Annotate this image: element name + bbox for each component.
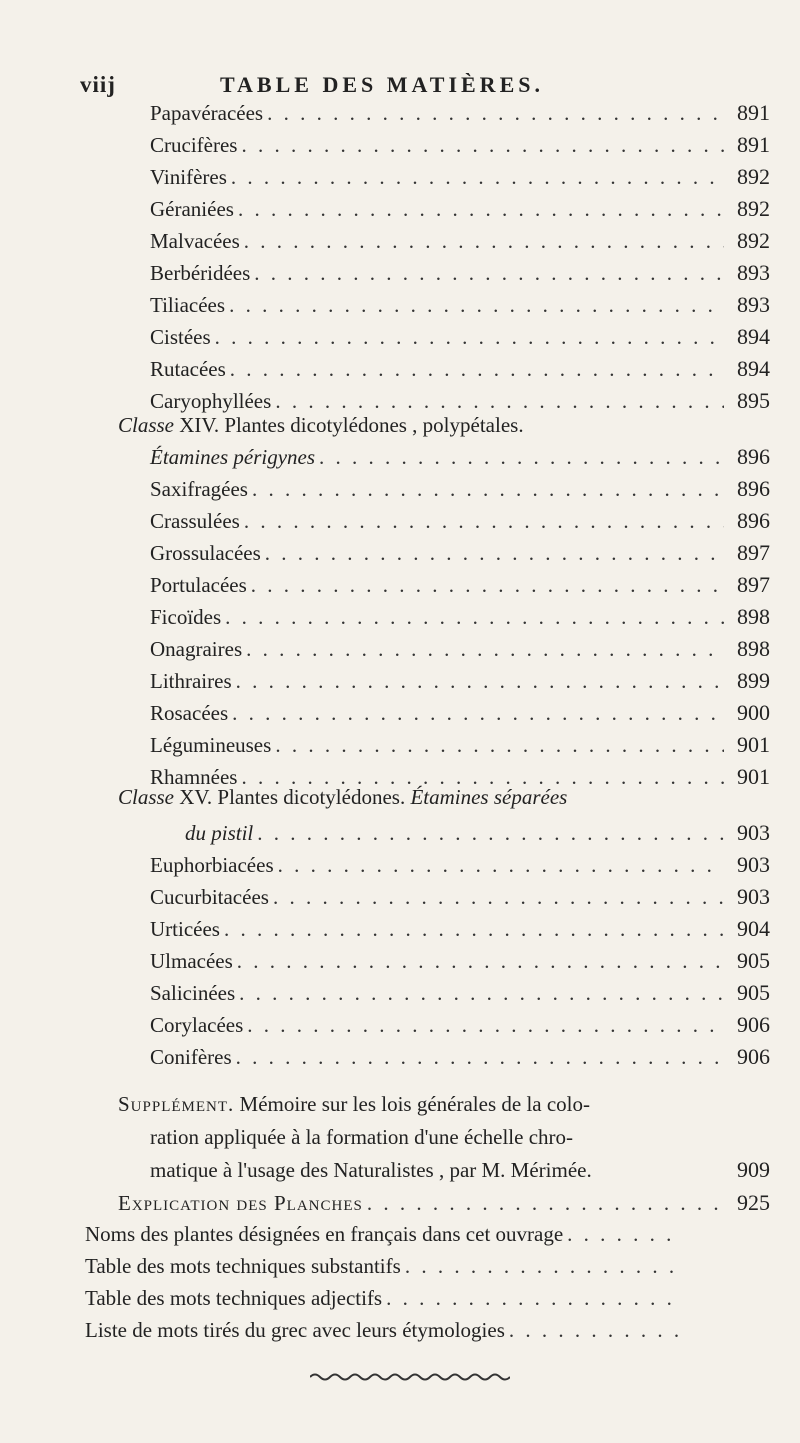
entry-label: Urticées [150, 917, 220, 941]
supplement-text-1: Mémoire sur les lois générales de la colo- [239, 1092, 590, 1116]
appendix-entry [85, 1254, 730, 1286]
entry-page: 898 [737, 604, 770, 629]
supplement-line-3 [150, 1157, 770, 1189]
entry-label: Noms des plantes désignées en français dans cet ouvrage [85, 1222, 564, 1246]
entry-label: Onagraires [150, 637, 243, 661]
class-14-sub-page: 896 [737, 444, 770, 469]
running-title: TABLE DES MATIÈRES. [220, 72, 544, 97]
supplement-line-1 [118, 1092, 590, 1117]
toc-entry [150, 540, 770, 572]
class-15-italic: Étamines séparées [410, 785, 568, 809]
entry-label: Cistées [150, 325, 211, 349]
entry-label: Vinifères [150, 165, 227, 189]
entry-label: Corylacées [150, 1013, 244, 1037]
toc-entry [150, 508, 770, 540]
appendix-entry [85, 1222, 730, 1254]
toc-entry [150, 164, 770, 196]
toc-entry [150, 1044, 770, 1076]
entry-label: Berbéridées [150, 261, 251, 285]
entry-label: Papavéracées [150, 101, 264, 125]
entry-label: Rosacées [150, 701, 229, 725]
entry-page: 905 [737, 948, 770, 973]
entry-label: Ficoïdes [150, 605, 222, 629]
toc-entry [150, 852, 770, 884]
toc-entry [150, 604, 770, 636]
toc-entry [150, 668, 770, 700]
entry-page: 894 [737, 324, 770, 349]
supplement-page: 909 [737, 1157, 770, 1182]
toc-entry [150, 260, 770, 292]
entry-page: 901 [737, 764, 770, 789]
entry-label: Rhamnées [150, 765, 238, 789]
explication-entry [118, 1190, 770, 1222]
entry-label: Table des mots techniques adjectifs [85, 1286, 383, 1310]
entry-label: Conifères [150, 1045, 232, 1069]
toc-entry [150, 292, 770, 324]
toc-entry [150, 100, 770, 132]
toc-entry [150, 764, 770, 796]
entry-page: 891 [737, 100, 770, 125]
class-15-prefix: Classe [118, 785, 175, 809]
appendix-entry [85, 1286, 730, 1318]
entry-page: 896 [737, 508, 770, 533]
entry-label: Cucurbitacées [150, 885, 269, 909]
entry-page: 896 [737, 476, 770, 501]
class-15-sub-label: du pistil [185, 821, 254, 845]
class-14-title: XIV. Plantes dicotylédones , polypétales. [179, 413, 524, 437]
toc-entry [150, 132, 770, 164]
entry-label: Géraniées [150, 197, 234, 221]
entry-page: 901 [737, 732, 770, 757]
entry-page: 897 [737, 540, 770, 565]
entry-page: 900 [737, 700, 770, 725]
entry-page: 904 [737, 916, 770, 941]
page-header [80, 72, 760, 102]
entry-label: Tiliacées [150, 293, 226, 317]
folio: viij [80, 72, 116, 97]
toc-entry [150, 884, 770, 916]
entry-page: 906 [737, 1012, 770, 1037]
class-15-sub-page: 903 [737, 820, 770, 845]
toc-entry [150, 476, 770, 508]
entry-page: 898 [737, 636, 770, 661]
toc-entry [150, 324, 770, 356]
entry-label: Table des mots techniques substantifs [85, 1254, 401, 1278]
appendix-entry [85, 1318, 730, 1350]
toc-entry [150, 916, 770, 948]
toc-entry [150, 572, 770, 604]
class-15-title: XV. Plantes dicotylédones. [179, 785, 406, 809]
entry-label: Portulacées [150, 573, 247, 597]
entry-label: Euphorbiacées [150, 853, 274, 877]
entry-label: Lithraires [150, 669, 232, 693]
entry-page: 892 [737, 164, 770, 189]
entry-label: Ulmacées [150, 949, 233, 973]
class-14-sub-label: Étamines périgynes [150, 445, 316, 469]
entry-page: 906 [737, 1044, 770, 1069]
entry-page: 894 [737, 356, 770, 381]
toc-entry [150, 388, 770, 420]
entry-page: 892 [737, 196, 770, 221]
entry-page: 893 [737, 292, 770, 317]
entry-page: 903 [737, 852, 770, 877]
toc-entry [150, 1012, 770, 1044]
toc-entry [150, 636, 770, 668]
entry-page: 893 [737, 260, 770, 285]
toc-entry [150, 356, 770, 388]
tailpiece-ornament [310, 1372, 510, 1382]
entry-page: 897 [737, 572, 770, 597]
entry-label: Crucifères [150, 133, 238, 157]
toc-entry [150, 948, 770, 980]
supplement-line-2: ration appliquée à la formation d'une échelle chro- [150, 1125, 574, 1149]
entry-label: Crassulées [150, 509, 240, 533]
entry-label: Grossulacées [150, 541, 261, 565]
class-14-prefix: Classe [118, 413, 175, 437]
entry-label: Malvacées [150, 229, 240, 253]
class-15-subheading [185, 820, 770, 852]
explication-label: Explication des Planches [118, 1191, 363, 1215]
entry-label: Rutacées [150, 357, 226, 381]
entry-page: 891 [737, 132, 770, 157]
toc-entry [150, 196, 770, 228]
entry-label: Liste de mots tirés du grec avec leurs étymologies [85, 1318, 505, 1342]
supplement-heading: Supplément. [118, 1092, 235, 1116]
entry-label: Caryophyllées [150, 389, 272, 413]
entry-page: 899 [737, 668, 770, 693]
supplement-text-3: matique à l'usage des Naturalistes , par M. Mérimée. [150, 1158, 592, 1182]
entry-label: Saxifragées [150, 477, 248, 501]
class-14-subheading [150, 444, 770, 476]
explication-page: 925 [737, 1190, 770, 1215]
entry-label: Salicinées [150, 981, 236, 1005]
entry-page: 905 [737, 980, 770, 1005]
toc-entry [150, 700, 770, 732]
entry-page: 892 [737, 228, 770, 253]
toc-entry [150, 228, 770, 260]
toc-entry [150, 732, 770, 764]
entry-label: Légumineuses [150, 733, 272, 757]
toc-entry [150, 980, 770, 1012]
entry-page: 903 [737, 884, 770, 909]
entry-page: 895 [737, 388, 770, 413]
